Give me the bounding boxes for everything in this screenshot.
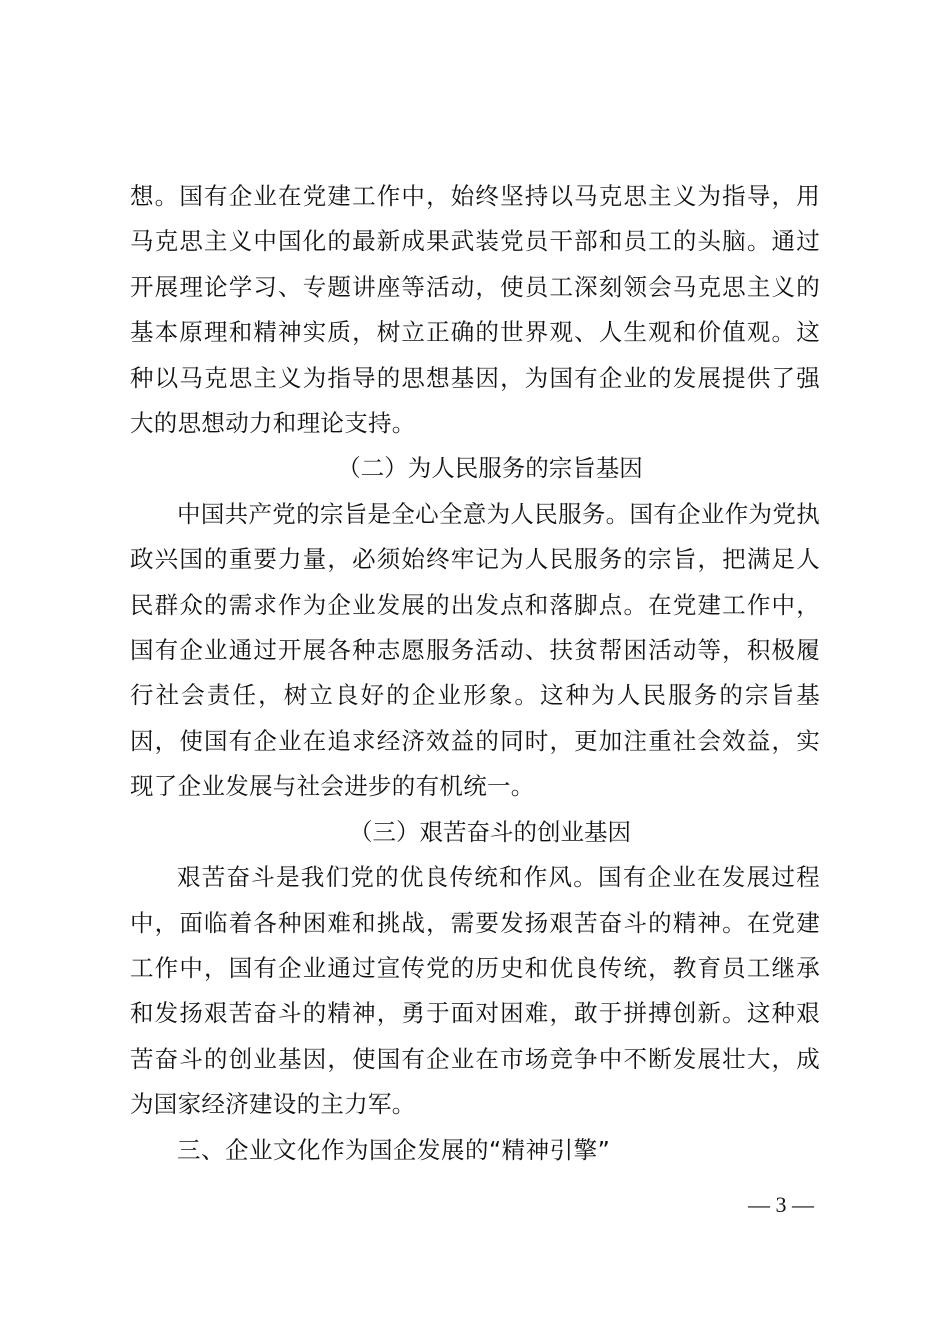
document-body xyxy=(130,174,820,1173)
subheading-hard-work: （三）艰苦奋斗的创业基因 xyxy=(349,817,631,846)
paragraph-marxism-thought: 想。国有企业在党建工作中，始终坚持以马克思主义为指导，用马克思主义中国化的最新成果武装党员干部和员工的头脑。通过开展理论学习、专题讲座等活动，使员工深刻领会马克思主义的基本原理和精神实质，树立正确的世界观、人生观和价值观。这种以马克思主义为指导的思想基因，为国有企业的发展提供了强大的思想动力和理论支持。 xyxy=(130,182,820,438)
section-heading-enterprise-culture: 三、企业文化作为国企发展的“精神引擎” xyxy=(177,1135,611,1164)
page-number: — 3 — xyxy=(748,1192,814,1217)
paragraph-hard-work: 艰苦奋斗是我们党的优良传统和作风。国有企业在发展过程中，面临着各种困难和挑战，需要发扬艰苦奋斗的精神。在党建工作中，国有企业通过宣传党的历史和优良传统，教育员工继承和发扬艰苦奋斗的精神，勇于面对困难，敢于拼搏创新。这种艰苦奋斗的创业基因，使国有企业在市场竞争中不断发展壮大，成为国家经济建设的主力军。 xyxy=(130,863,820,1119)
paragraph-serve-the-people: 中国共产党的宗旨是全心全意为人民服务。国有企业作为党执政兴国的重要力量，必须始终牢记为人民服务的宗旨，把满足人民群众的需求作为企业发展的出发点和落脚点。在党建工作中，国有企业通过开展各种志愿服务活动、扶贫帮困活动等，积极履行社会责任，树立良好的企业形象。这种为人民服务的宗旨基因，使国有企业在追求经济效益的同时，更加注重社会效益，实现了企业发展与社会进步的有机统一。 xyxy=(130,499,820,801)
subheading-serve-the-people: （二）为人民服务的宗旨基因 xyxy=(337,454,643,483)
